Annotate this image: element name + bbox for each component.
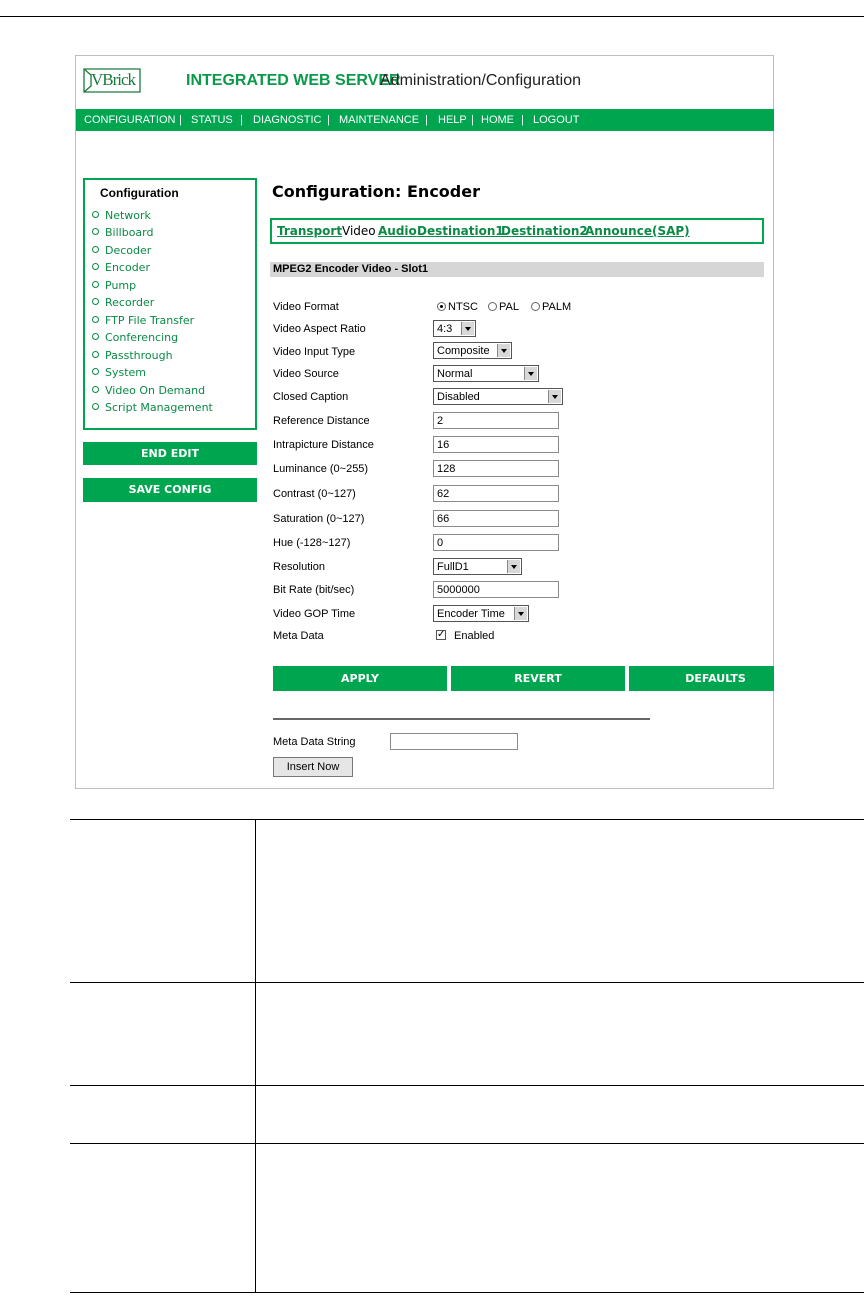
intrapicture-distance-input[interactable]: 16 (433, 436, 559, 453)
logo-text: VBrick (91, 70, 136, 89)
insert-now-button[interactable]: Insert Now (273, 757, 353, 777)
bullet-icon (92, 246, 99, 253)
page-title: Configuration: Encoder (272, 182, 480, 201)
saturation-input[interactable]: 66 (433, 510, 559, 527)
sidebar-item-billboard[interactable]: Billboard (92, 226, 153, 239)
bullet-icon (92, 316, 99, 323)
tab-video: Video (342, 224, 376, 238)
bullet-icon (92, 263, 99, 270)
aspect-ratio-label: Video Aspect Ratio (273, 323, 366, 335)
nav-home[interactable]: HOME (481, 114, 514, 126)
hue-label: Hue (-128~127) (273, 537, 351, 549)
sidebar-item-script-management[interactable]: Script Management (92, 401, 213, 414)
tab-audio[interactable]: Audio (378, 224, 417, 238)
table-row (70, 1086, 864, 1144)
sidebar-item-ftp[interactable]: FTP File Transfer (92, 314, 194, 327)
table-cell (70, 1086, 256, 1144)
sidebar-item-system[interactable]: System (92, 366, 146, 379)
table-row (70, 983, 864, 1086)
dropdown-arrow-icon (497, 344, 510, 357)
radio-pal[interactable]: PAL (488, 301, 519, 313)
nav-help[interactable]: HELP (438, 114, 467, 126)
sidebar-item-encoder[interactable]: Encoder (92, 261, 150, 274)
video-source-label: Video Source (273, 368, 339, 380)
sidebar-item-network[interactable]: Network (92, 209, 151, 222)
sidebar-item-decoder[interactable]: Decoder (92, 244, 151, 257)
reference-distance-input[interactable]: 2 (433, 412, 559, 429)
tab-transport[interactable]: Transport (277, 224, 343, 238)
bullet-icon (92, 351, 99, 358)
aspect-ratio-select[interactable]: 4:3 (433, 320, 476, 337)
bullet-icon (92, 228, 99, 235)
nav-configuration[interactable]: CONFIGURATION (84, 114, 176, 126)
luminance-label: Luminance (0~255) (273, 463, 369, 475)
gop-time-select[interactable]: Encoder Time (433, 605, 529, 622)
meta-data-string-label: Meta Data String (273, 736, 356, 748)
nav-logout[interactable]: LOGOUT (533, 114, 580, 126)
table-row (70, 1144, 864, 1293)
section-header (270, 262, 764, 277)
tab-announce-sap[interactable]: Announce(SAP) (585, 224, 690, 238)
meta-data-checkbox[interactable] (436, 630, 446, 640)
radio-palm[interactable]: PALM (531, 301, 571, 313)
bullet-icon (92, 333, 99, 340)
bullet-icon (92, 368, 99, 375)
meta-data-string-input[interactable] (390, 733, 518, 750)
table-cell (256, 1144, 864, 1293)
bullet-icon (92, 281, 99, 288)
table-cell (70, 983, 256, 1086)
sidebar-item-passthrough[interactable]: Passthrough (92, 349, 173, 362)
doc-table (70, 819, 864, 1293)
bullet-icon (92, 403, 99, 410)
contrast-label: Contrast (0~127) (273, 488, 356, 500)
nav-separator: | (425, 114, 428, 126)
table-cell (70, 820, 256, 983)
contrast-input[interactable]: 62 (433, 485, 559, 502)
radio-ntsc[interactable]: NTSC (437, 301, 478, 313)
tab-destination2[interactable]: Destination2 (501, 224, 588, 238)
bullet-icon (92, 386, 99, 393)
video-format-label: Video Format (273, 301, 339, 313)
bit-rate-label: Bit Rate (bit/sec) (273, 584, 355, 596)
encoder-tabs (270, 218, 764, 244)
video-source-select[interactable]: Normal (433, 365, 539, 382)
save-config-button[interactable]: SAVE CONFIG (83, 478, 257, 502)
saturation-label: Saturation (0~127) (273, 513, 365, 525)
reference-distance-label: Reference Distance (273, 415, 370, 427)
bullet-icon (92, 211, 99, 218)
table-row (70, 820, 864, 983)
divider (273, 718, 650, 720)
nav-diagnostic[interactable]: DIAGNOSTIC (253, 114, 322, 126)
bit-rate-input[interactable]: 5000000 (433, 581, 559, 598)
radio-icon (488, 302, 497, 311)
page-top-rule (0, 16, 864, 17)
input-type-label: Video Input Type (273, 346, 356, 358)
resolution-label: Resolution (273, 561, 325, 573)
sidebar-item-recorder[interactable]: Recorder (92, 296, 154, 309)
radio-icon (531, 302, 540, 311)
nav-separator: | (179, 114, 182, 126)
nav-separator: | (327, 114, 330, 126)
dropdown-arrow-icon (514, 607, 527, 620)
config-sidebar (83, 178, 257, 430)
nav-status[interactable]: STATUS (191, 114, 233, 126)
luminance-input[interactable]: 128 (433, 460, 559, 477)
apply-button[interactable]: APPLY (273, 666, 447, 691)
input-type-select[interactable]: Composite (433, 342, 512, 359)
hue-input[interactable]: 0 (433, 534, 559, 551)
closed-caption-select[interactable]: Disabled (433, 388, 563, 405)
dropdown-arrow-icon (548, 390, 561, 403)
dropdown-arrow-icon (524, 367, 537, 380)
sidebar-item-pump[interactable]: Pump (92, 279, 136, 292)
sidebar-title: Configuration (100, 186, 179, 200)
revert-button[interactable]: REVERT (451, 666, 625, 691)
sidebar-item-vod[interactable]: Video On Demand (92, 384, 205, 397)
dropdown-arrow-icon (507, 560, 520, 573)
table-cell (70, 1144, 256, 1293)
check-icon: ✓ (437, 629, 446, 640)
nav-maintenance[interactable]: MAINTENANCE (339, 114, 420, 126)
bullet-icon (92, 298, 99, 305)
end-edit-button[interactable]: END EDIT (83, 442, 257, 465)
top-nav-bar (76, 109, 774, 131)
nav-separator: | (471, 114, 474, 126)
section-title: MPEG2 Encoder Video - Slot1 (273, 263, 429, 275)
meta-data-label: Meta Data (273, 630, 324, 642)
closed-caption-label: Closed Caption (273, 391, 349, 403)
radio-selected-icon (437, 302, 446, 311)
resolution-select[interactable]: FullD1 (433, 558, 522, 575)
tab-destination1[interactable]: Destination1 (417, 224, 504, 238)
server-subtitle: Administration/Configuration (380, 72, 581, 89)
intrapicture-distance-label: Intrapicture Distance (273, 439, 374, 451)
table-cell (256, 820, 864, 983)
meta-data-enabled-label: Enabled (454, 630, 495, 642)
server-title: INTEGRATED WEB SERVER (186, 72, 401, 89)
dropdown-arrow-icon (461, 322, 474, 335)
defaults-button[interactable]: DEFAULTS (629, 666, 774, 691)
sidebar-item-conferencing[interactable]: Conferencing (92, 331, 178, 344)
table-cell (256, 983, 864, 1086)
table-cell (256, 1086, 864, 1144)
nav-separator: | (521, 114, 524, 126)
gop-time-label: Video GOP Time (273, 608, 356, 620)
nav-separator: | (240, 114, 243, 126)
